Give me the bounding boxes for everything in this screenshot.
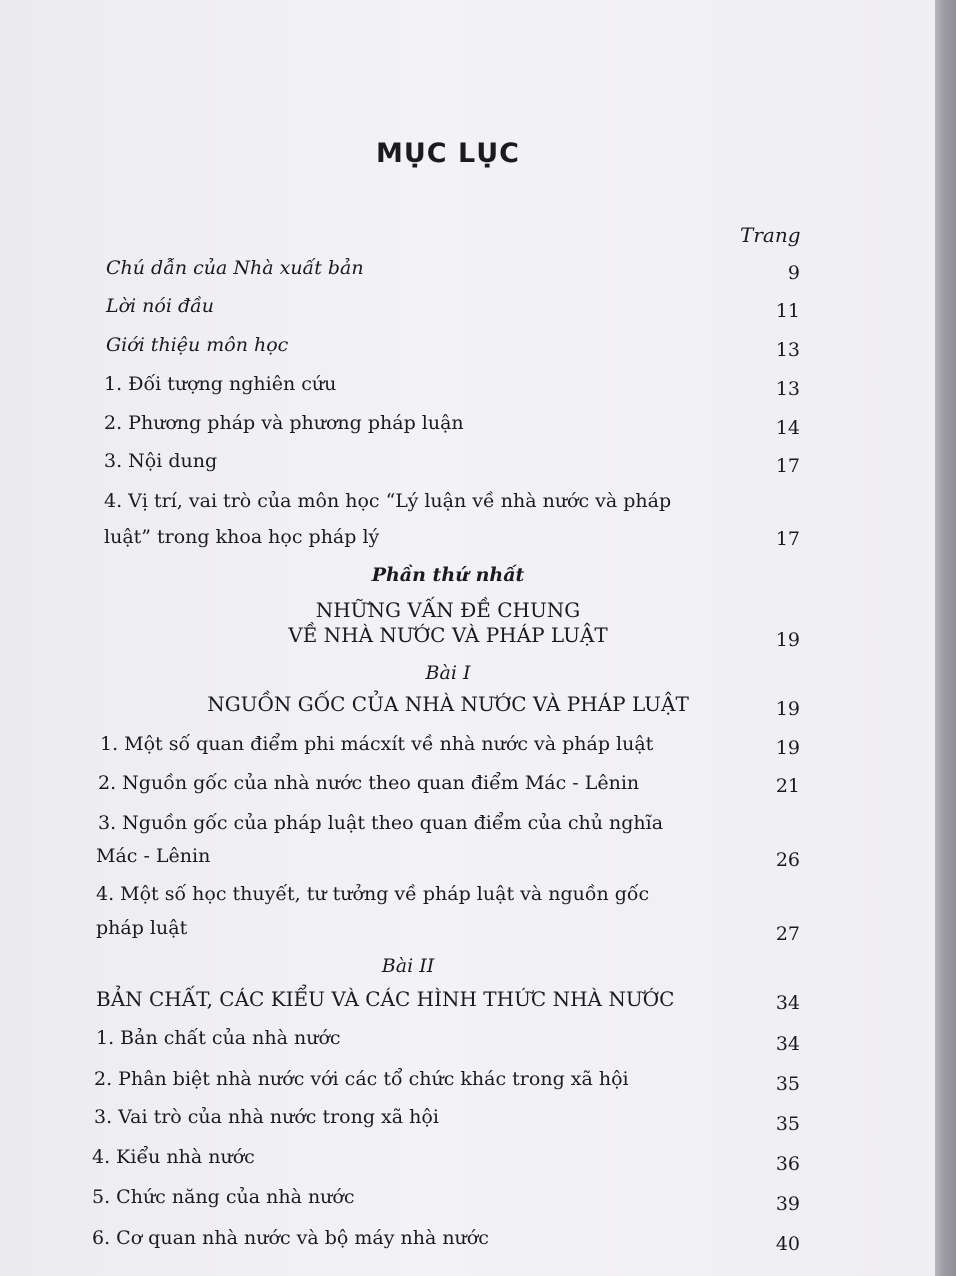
toc-entry: 2. Nguồn gốc của nhà nước theo quan điểm Mác - Lênin [98, 772, 640, 794]
lesson-label: Bài II [381, 955, 435, 977]
toc-page-number: 36 [775, 1153, 800, 1175]
toc-page-number: 14 [775, 417, 800, 439]
toc-entry-line: 4. Vị trí, vai trò của môn học “Lý luận về nhà nước và pháp [104, 490, 672, 512]
toc-entry: 4. Kiểu nhà nước [92, 1146, 255, 1168]
toc-entry: 5. Chức năng của nhà nước [92, 1186, 355, 1208]
toc-page-number: 34 [775, 992, 800, 1014]
part-heading-line: NHỮNG VẤN ĐỀ CHUNG [315, 598, 581, 622]
toc-entry: 2. Phân biệt nhà nước với các tổ chức khác trong xã hội [94, 1068, 629, 1090]
toc-page-number: 19 [775, 698, 800, 720]
page-title: MỤC LỤC [376, 138, 520, 169]
lesson-label: Bài I [425, 662, 471, 684]
toc-page-number: 27 [775, 923, 800, 945]
part-heading-line: VỀ NHÀ NƯỚC VÀ PHÁP LUẬT [288, 623, 608, 647]
toc-entry: 6. Cơ quan nhà nước và bộ máy nhà nước [92, 1227, 489, 1249]
toc-page-number: 34 [775, 1033, 800, 1055]
toc-entry: 3. Vai trò của nhà nước trong xã hội [94, 1106, 439, 1128]
toc-page-number: 35 [775, 1073, 800, 1095]
toc-entry-line: pháp luật [96, 917, 188, 939]
lesson-heading: NGUỒN GỐC CỦA NHÀ NƯỚC VÀ PHÁP LUẬT [207, 692, 689, 716]
lesson-heading: BẢN CHẤT, CÁC KIỂU VÀ CÁC HÌNH THỨC NHÀ NƯỚC [96, 987, 675, 1011]
toc-entry: Chú dẫn của Nhà xuất bản [106, 257, 364, 279]
page-column-header: Trang [740, 223, 801, 247]
toc-page-number: 21 [775, 775, 800, 797]
toc-entry-line: Mác - Lênin [96, 845, 211, 867]
toc-entry: Lời nói đầu [106, 295, 215, 317]
toc-entry: 3. Nội dung [104, 450, 218, 472]
toc-page-number: 19 [775, 737, 800, 759]
toc-page-number: 13 [775, 378, 800, 400]
toc-page-number: 17 [775, 528, 800, 550]
toc-entry-line: luật” trong khoa học pháp lý [104, 526, 380, 548]
toc-entry: 1. Một số quan điểm phi mácxít về nhà nước và pháp luật [100, 733, 654, 755]
toc-entry: 1. Đối tượng nghiên cứu [104, 373, 337, 395]
part-label: Phần thứ nhất [371, 564, 525, 586]
toc-page-number: 13 [775, 339, 800, 361]
toc-entry: 2. Phương pháp và phương pháp luận [104, 412, 464, 434]
toc-page-number: 40 [775, 1233, 800, 1255]
toc-entry-line: 4. Một số học thuyết, tư tưởng về pháp luật và nguồn gốc [96, 883, 650, 905]
toc-page-number: 39 [775, 1193, 800, 1215]
toc-page-number: 19 [775, 629, 800, 651]
page-edge [935, 0, 956, 1276]
toc-page-number: 11 [775, 300, 800, 322]
toc-page-number: 9 [787, 262, 800, 284]
toc-entry-line: 3. Nguồn gốc của pháp luật theo quan điểm của chủ nghĩa [98, 812, 664, 834]
toc-page-number: 26 [775, 849, 800, 871]
toc-page-number: 35 [775, 1113, 800, 1135]
toc-entry: Giới thiệu môn học [106, 334, 289, 356]
toc-entry: 1. Bản chất của nhà nước [96, 1027, 341, 1049]
toc-page-number: 17 [775, 455, 800, 477]
